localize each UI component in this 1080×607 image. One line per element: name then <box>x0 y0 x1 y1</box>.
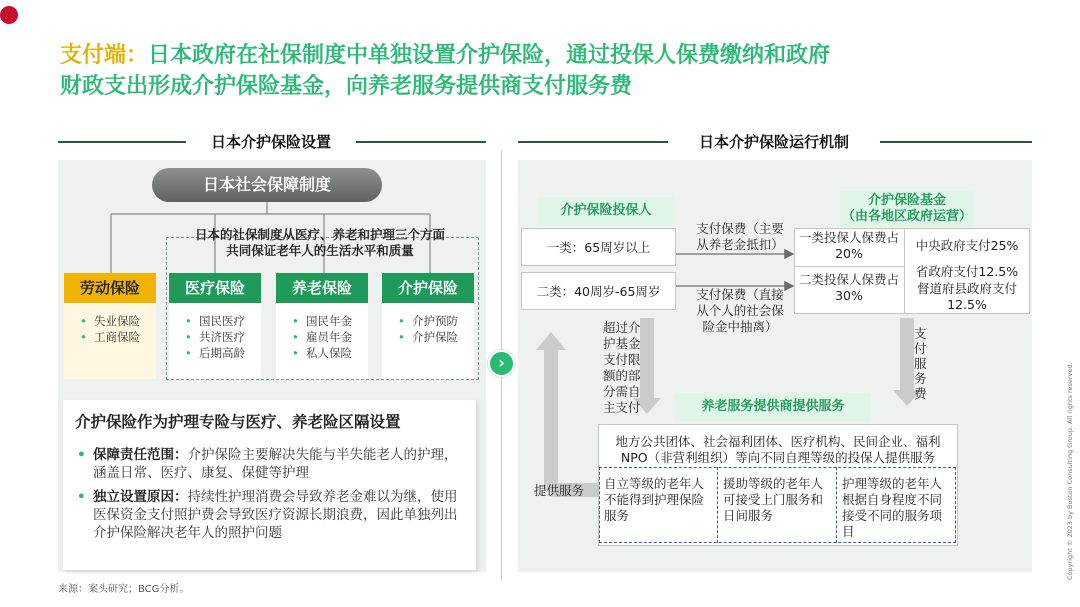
excess-line: 主支付 <box>603 400 641 415</box>
insured-class2: 二类：40周岁-65周岁 <box>521 272 676 310</box>
gov-province: 省政府支付12.5% <box>915 264 1019 279</box>
fund-line: 二类投保人保费占 <box>798 272 899 287</box>
provide-service-label: 提供服务 <box>534 483 585 498</box>
excess-line: 超过介 <box>603 320 641 335</box>
insured-class1: 一类：65周岁以上 <box>521 228 676 266</box>
left-header-rule <box>58 141 186 143</box>
category-items <box>169 303 261 379</box>
excess-line: 支付限 <box>603 352 641 367</box>
card-bullet <box>75 488 464 542</box>
right-heading: 日本介护保险运行机制 <box>698 133 849 151</box>
category-items <box>64 303 156 379</box>
bullet-label: 保障责任范围： <box>93 447 188 463</box>
right-header-rule <box>518 141 668 143</box>
care-insurance-card <box>63 400 476 570</box>
fund-header-line: （由各地区政府运营） <box>841 209 972 224</box>
payment-line: 支付保费（主要 <box>696 221 784 236</box>
gov-line: 督道府县政府支付 <box>916 281 1017 296</box>
chevron-right-icon: › <box>498 353 505 372</box>
fund-table-divider <box>794 266 904 267</box>
page-title <box>60 40 1040 102</box>
levels-divider <box>836 467 837 543</box>
bullet-text: 持续性护理消费会导致养老金难以为继，使用医保资金支付照护费会导致医疗资源长期浪费，因此单独列出介护保险解决老年人的照护问题 <box>93 489 458 541</box>
excess-line: 分需自 <box>603 384 641 399</box>
brand-dot <box>0 6 18 24</box>
group-note <box>170 227 470 259</box>
fund-line: 一类投保人保费占 <box>798 230 899 245</box>
category-item: • 国民年金 <box>292 313 368 329</box>
title-prefix: 支付端： <box>60 43 149 68</box>
insured-header: 介护保险投保人 <box>538 197 674 225</box>
title-line1: 日本政府在社保制度中单独设置介护保险，通过投保人保费缴纳和政府 <box>148 43 831 68</box>
group-note-line: 共同保证老年人的生活水平和质量 <box>226 243 414 258</box>
bullet-text: 介护保险主要解决失能与半失能老人的护理，涵盖日常、医疗、康复、保健等护理 <box>93 447 458 481</box>
fund-table-divider <box>904 228 905 314</box>
fund-class1 <box>796 230 902 262</box>
fund-header-line: 介护保险基金 <box>867 193 946 208</box>
level-care: 护理等级的老年人根据自身程度不同接受不同的服务项目 <box>842 476 943 539</box>
fund-line: 30% <box>835 288 863 303</box>
excess-line: 护基金 <box>603 336 641 351</box>
card-title: 介护保险作为护理专险与医疗、养老险区隔设置 <box>75 413 401 431</box>
payment-line: 从养老金抵扣） <box>696 237 784 252</box>
left-heading: 日本介护保险设置 <box>210 133 331 151</box>
excess-line: 额的部 <box>603 368 641 383</box>
gov-line: 12.5% <box>947 297 987 312</box>
provider-header: 养老服务提供商提供服务 <box>675 393 871 421</box>
category-item: • 雇员年金 <box>292 329 368 345</box>
payment-line: 支付保费（直接 <box>696 287 784 302</box>
gov-central: 中央政府支付25% <box>915 238 1019 253</box>
pay-service-fee-label: 支付服务费 <box>914 326 927 401</box>
category-items <box>276 303 368 379</box>
social-security-root: 日本社会保障制度 <box>152 168 382 202</box>
category-item: • 国民医疗 <box>185 313 261 329</box>
level-assisted: 援助等级的老年人可接受上门服务和日间服务 <box>723 476 824 523</box>
category-item: • 工商保险 <box>80 329 156 345</box>
payment-line: 险金中抽离） <box>702 319 778 334</box>
fund-class2 <box>796 272 902 304</box>
category-item: • 后期高龄 <box>185 345 261 361</box>
copyright: Copyright © 2023 by Boston Consulting Group. All rights reserved. <box>1066 362 1074 580</box>
category-item: • 失业保险 <box>80 313 156 329</box>
bullet-label: 独立设置原因： <box>93 489 188 505</box>
category-pension-insurance: 养老保险 <box>276 273 368 303</box>
fund-header <box>840 191 974 227</box>
gov-prefecture <box>906 281 1028 313</box>
provider-line: NPO（非营利组织）等向不同自理等级的投保人提供服务 <box>620 450 936 465</box>
category-medical-insurance: 医疗保险 <box>169 273 261 303</box>
left-header-rule <box>356 141 486 143</box>
category-item: • 私人保险 <box>292 345 368 361</box>
title-line2: 财政支出形成介护保险基金，向养老服务提供商支付服务费 <box>60 74 633 99</box>
payment-label-2 <box>688 287 792 335</box>
category-labor-insurance: 劳动保险 <box>64 273 156 303</box>
next-arrow-button[interactable] <box>488 350 515 377</box>
levels-divider <box>717 467 718 543</box>
level-independent: 自立等级的老年人不能得到护理保险服务 <box>604 476 705 523</box>
payment-label-1 <box>688 221 792 253</box>
category-care-insurance: 介护保险 <box>382 273 474 303</box>
category-item: • 介护预防 <box>398 313 474 329</box>
payment-line: 从个人的社会保 <box>696 303 784 318</box>
category-item: • 介护保险 <box>398 329 474 345</box>
card-bullet <box>75 446 464 482</box>
right-header-rule <box>880 141 1032 143</box>
category-items <box>382 303 474 379</box>
category-item: • 共济医疗 <box>185 329 261 345</box>
provider-line: 地方公共团体、社会福利团体、医疗机构、民间企业、福利 <box>615 434 941 449</box>
group-note-line: 日本的社保制度从医疗、养老和护理三个方面 <box>194 227 445 242</box>
source-note: 来源：案头研究；BCG分析。 <box>58 584 190 595</box>
provider-description <box>602 434 954 466</box>
fund-line: 20% <box>835 246 863 261</box>
excess-payment-note <box>603 320 643 416</box>
